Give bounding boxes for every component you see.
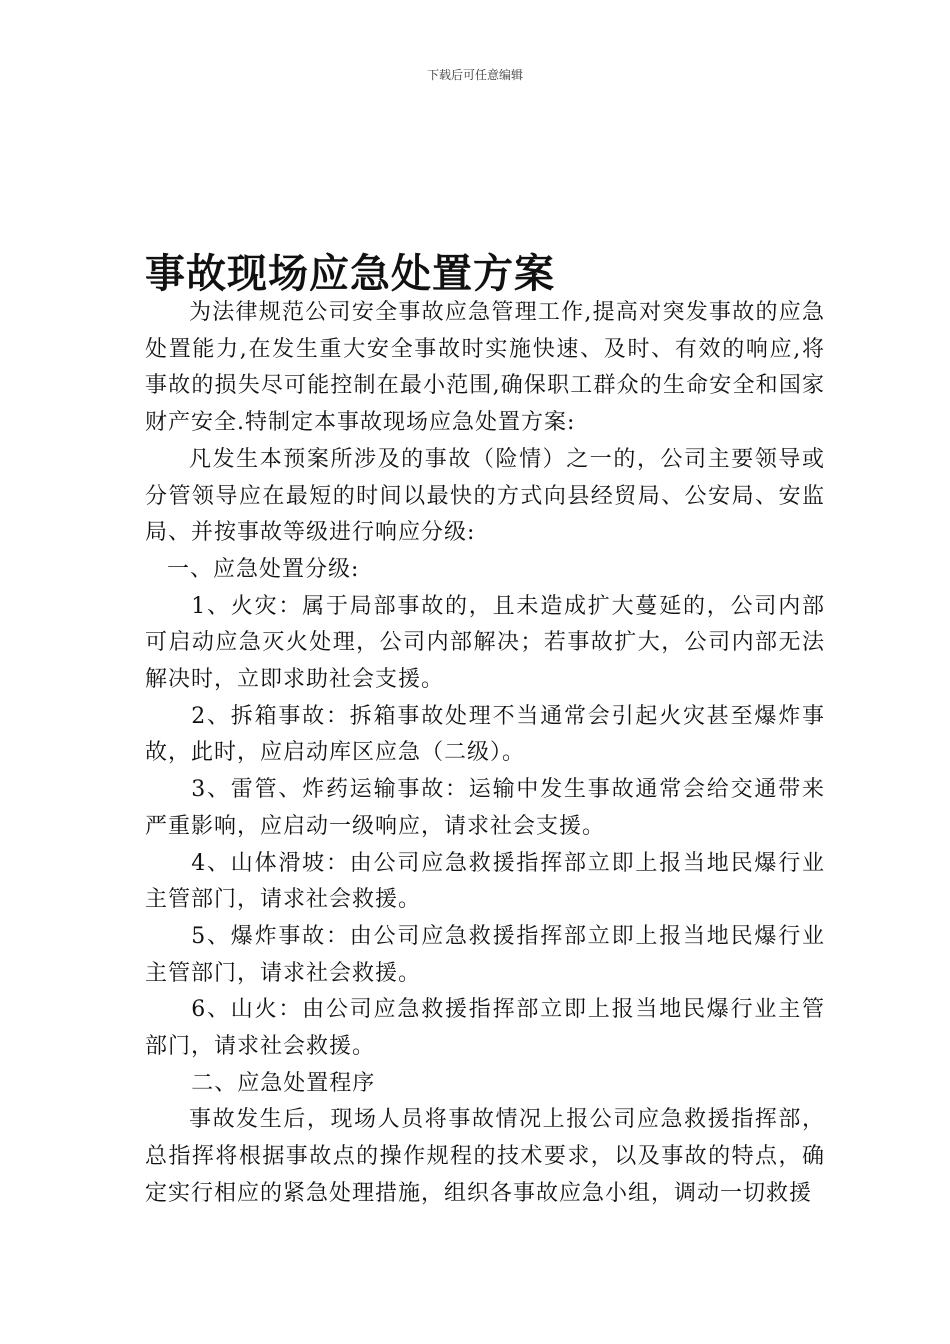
item-landslide: 4、山体滑坡：由公司应急救援指挥部立即上报当地民爆行业主管部门，请求社会救援。	[145, 850, 825, 913]
section-heading-procedure: 二、应急处置程序	[191, 1070, 376, 1096]
procedure-paragraph: 事故发生后，现场人员将事故情况上报公司应急救援指挥部，总指挥将根据事故点的操作规程的技术要求，以及事故的特点，确定实行相应的紧急处理措施，组织各事故应急小组，调动一切救援	[145, 1107, 825, 1206]
item-unpacking-accident: 2、拆箱事故：拆箱事故处理不当通常会引起火灾甚至爆炸事故，此时，应启动库区应急（二级）。	[145, 703, 825, 766]
intro-paragraph: 为法律规范公司安全事故应急管理工作,提高对突发事故的应急处置能力,在发生重大安全事故时实施快速、及时、有效的响应,将事故的损失尽可能控制在最小范围,确保职工群众的生命安全和国家财产安全.特制定本事故现场应急处置方案:	[145, 300, 825, 436]
section-heading-classification: 一、应急处置分级:	[167, 556, 360, 582]
item-transport-accident: 3、雷管、炸药运输事故：运输中发生事故通常会给交通带来严重影响，应启动一级响应，请求社会支援。	[145, 777, 825, 839]
page-header-note: 下载后可任意编辑	[426, 68, 523, 82]
item-fire: 1、火灾：属于局部事故的，且未造成扩大蔓延的，公司内部可启动应急灭火处理，公司内部解决；若事故扩大，公司内部无法解决时，立即求助社会支援。	[145, 593, 825, 693]
item-explosion: 5、爆炸事故：由公司应急救援指挥部立即上报当地民爆行业主管部门，请求社会救援。	[145, 923, 825, 986]
document-body	[145, 295, 825, 1213]
document-title: 事故现场应急处置方案	[145, 251, 555, 297]
reporting-paragraph: 凡发生本预案所涉及的事故（险情）之一的，公司主要领导或分管领导应在最短的时间以最快的方式向县经贸局、公安局、安监局、并按事故等级进行响应分级:	[145, 446, 825, 546]
item-wildfire: 6、山火：由公司应急救援指挥部立即上报当地民爆行业主管部门，请求社会救援。	[145, 997, 825, 1060]
